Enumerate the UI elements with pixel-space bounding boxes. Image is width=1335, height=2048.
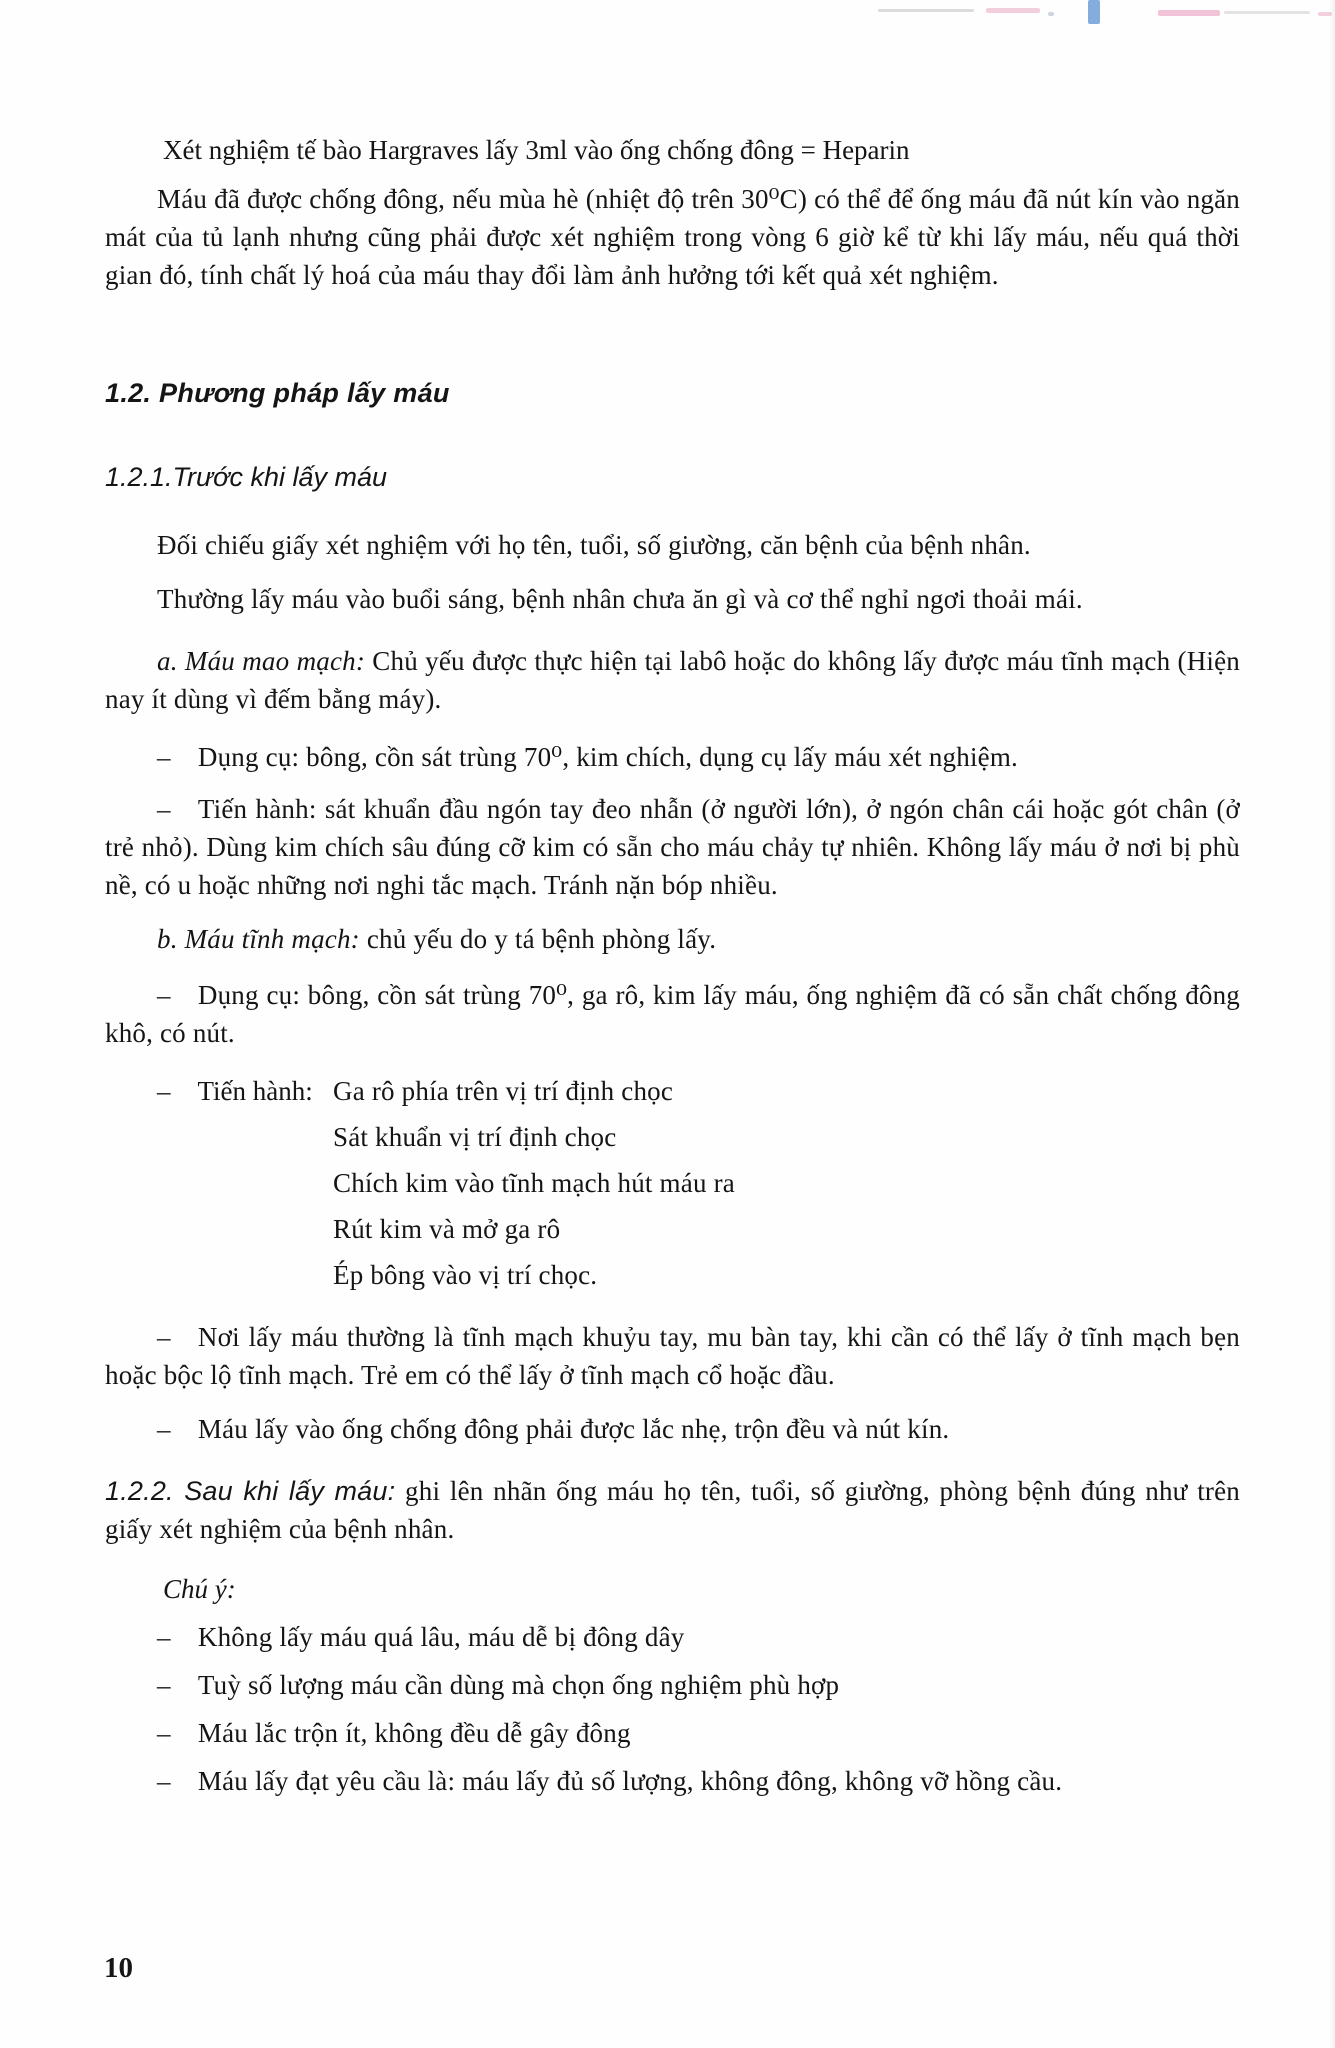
procedure-steps-list [333,1068,1240,1298]
scan-artifact-dot [1048,12,1054,16]
after-collection-text: ghi lên nhãn ống máu họ tên, tuổi, số giường, phòng bệnh đúng như trên giấy xét nghiệm của bệnh nhân. [105,1476,1240,1544]
section-heading-1-2: 1.2. Phương pháp lấy máu [105,378,450,408]
section-heading-1-2-2: 1.2.2. Sau khi lấy máu: [105,1476,396,1506]
note-label: Chú ý: [163,1574,236,1604]
procedure-step: Ép bông vào vị trí chọc. [333,1260,598,1290]
procedure-steps-label: – Tiến hành: [157,1076,313,1106]
note-item: – Máu lấy đạt yêu cầu là: máu lấy đủ số lượng, không đông, không vỡ hồng cầu. [157,1766,1063,1796]
list-item-tools-capillary: – Dụng cụ: bông, cồn sát trùng 70⁰, kim chích, dụng cụ lấy máu xét nghiệm. [157,742,1018,772]
scan-artifact-blue-mark [1088,0,1100,24]
scan-artifact-pink-smudge [1158,10,1220,16]
note-item: – Không lấy máu quá lâu, máu dễ bị đông dây [157,1622,685,1652]
section-heading-1-2-1: 1.2.1.Trước khi lấy máu [105,462,388,492]
page-number: 10 [104,1952,133,1984]
procedure-steps-block [157,1068,1240,1298]
scan-artifact-gray-line [878,9,974,12]
venous-text: chủ yếu do y tá bệnh phòng lấy. [359,924,717,954]
paragraph-after-collection [105,1472,1240,1548]
paragraph-venous [105,920,1240,958]
venous-lead: b. Máu tĩnh mạch: [157,924,360,954]
scan-artifact-pink-dot [1318,12,1332,16]
paragraph-morning: Thường lấy máu vào buổi sáng, bệnh nhân chưa ăn gì và cơ thể nghỉ ngơi thoải mái. [157,584,1083,614]
note-item: – Tuỳ số lượng máu cần dùng mà chọn ống nghiệm phù hợp [157,1670,840,1700]
list-item-tools-venous: – Dụng cụ: bông, cồn sát trùng 70⁰, ga rô, kim lấy máu, ống nghiệm đã có sẵn chất chống đông khô, có nút. [105,980,1240,1048]
procedure-step: Sát khuẩn vị trí định chọc [333,1122,617,1152]
capillary-lead: a. Máu mao mạch: [157,646,366,676]
list-item-mixing: – Máu lấy vào ống chống đông phải được lắc nhẹ, trộn đều và nút kín. [157,1414,950,1444]
procedure-step: Chích kim vào tĩnh mạch hút máu ra [333,1168,735,1198]
paragraph-check-form: Đối chiếu giấy xét nghiệm với họ tên, tuổi, số giường, căn bệnh của bệnh nhân. [157,530,1031,560]
list-item-site: – Nơi lấy máu thường là tĩnh mạch khuỷu tay, mu bàn tay, khi cần có thể lấy ở tĩnh mạch bẹn hoặc bộc lộ tĩnh mạch. Trẻ em có thể lấy ở tĩnh mạch cổ hoặc đầu. [105,1322,1240,1390]
capillary-text: Chủ yếu được thực hiện tại labô hoặc do không lấy được máu tĩnh mạch (Hiện nay ít dùng vì đếm bằng máy). [105,646,1240,714]
intro-paragraph: Máu đã được chống đông, nếu mùa hè (nhiệt độ trên 30⁰C) có thể để ống máu đã nút kín vào ngăn mát của tủ lạnh nhưng cũng phải được xét nghiệm trong vòng 6 giờ kể từ khi lấy máu, nếu quá thời gian đó, tính chất lý hoá của máu thay đổi làm ảnh hưởng tới kết quả xét nghiệm. [105,184,1240,290]
list-item-procedure-capillary: – Tiến hành: sát khuẩn đầu ngón tay đeo nhẫn (ở người lớn), ở ngón chân cái hoặc gót chân (ở trẻ nhỏ). Dùng kim chích sâu đúng cỡ kim có sẵn cho máu chảy tự nhiên. Không lấy máu ở nơi bị phù nề, có u hoặc những nơi nghi tắc mạch. Tránh nặn bóp nhiều. [105,794,1240,900]
note-item: – Máu lắc trộn ít, không đều dễ gây đông [157,1718,631,1748]
scan-artifact-pink-smudge [986,8,1040,13]
scan-artifact-gray-line [1224,11,1310,14]
procedure-step: Rút kim và mở ga rô [333,1214,561,1244]
paragraph-capillary [105,642,1240,718]
intro-line: Xét nghiệm tế bào Hargraves lấy 3ml vào ống chống đông = Heparin [163,135,910,165]
procedure-step: Ga rô phía trên vị trí định chọc [333,1076,674,1106]
